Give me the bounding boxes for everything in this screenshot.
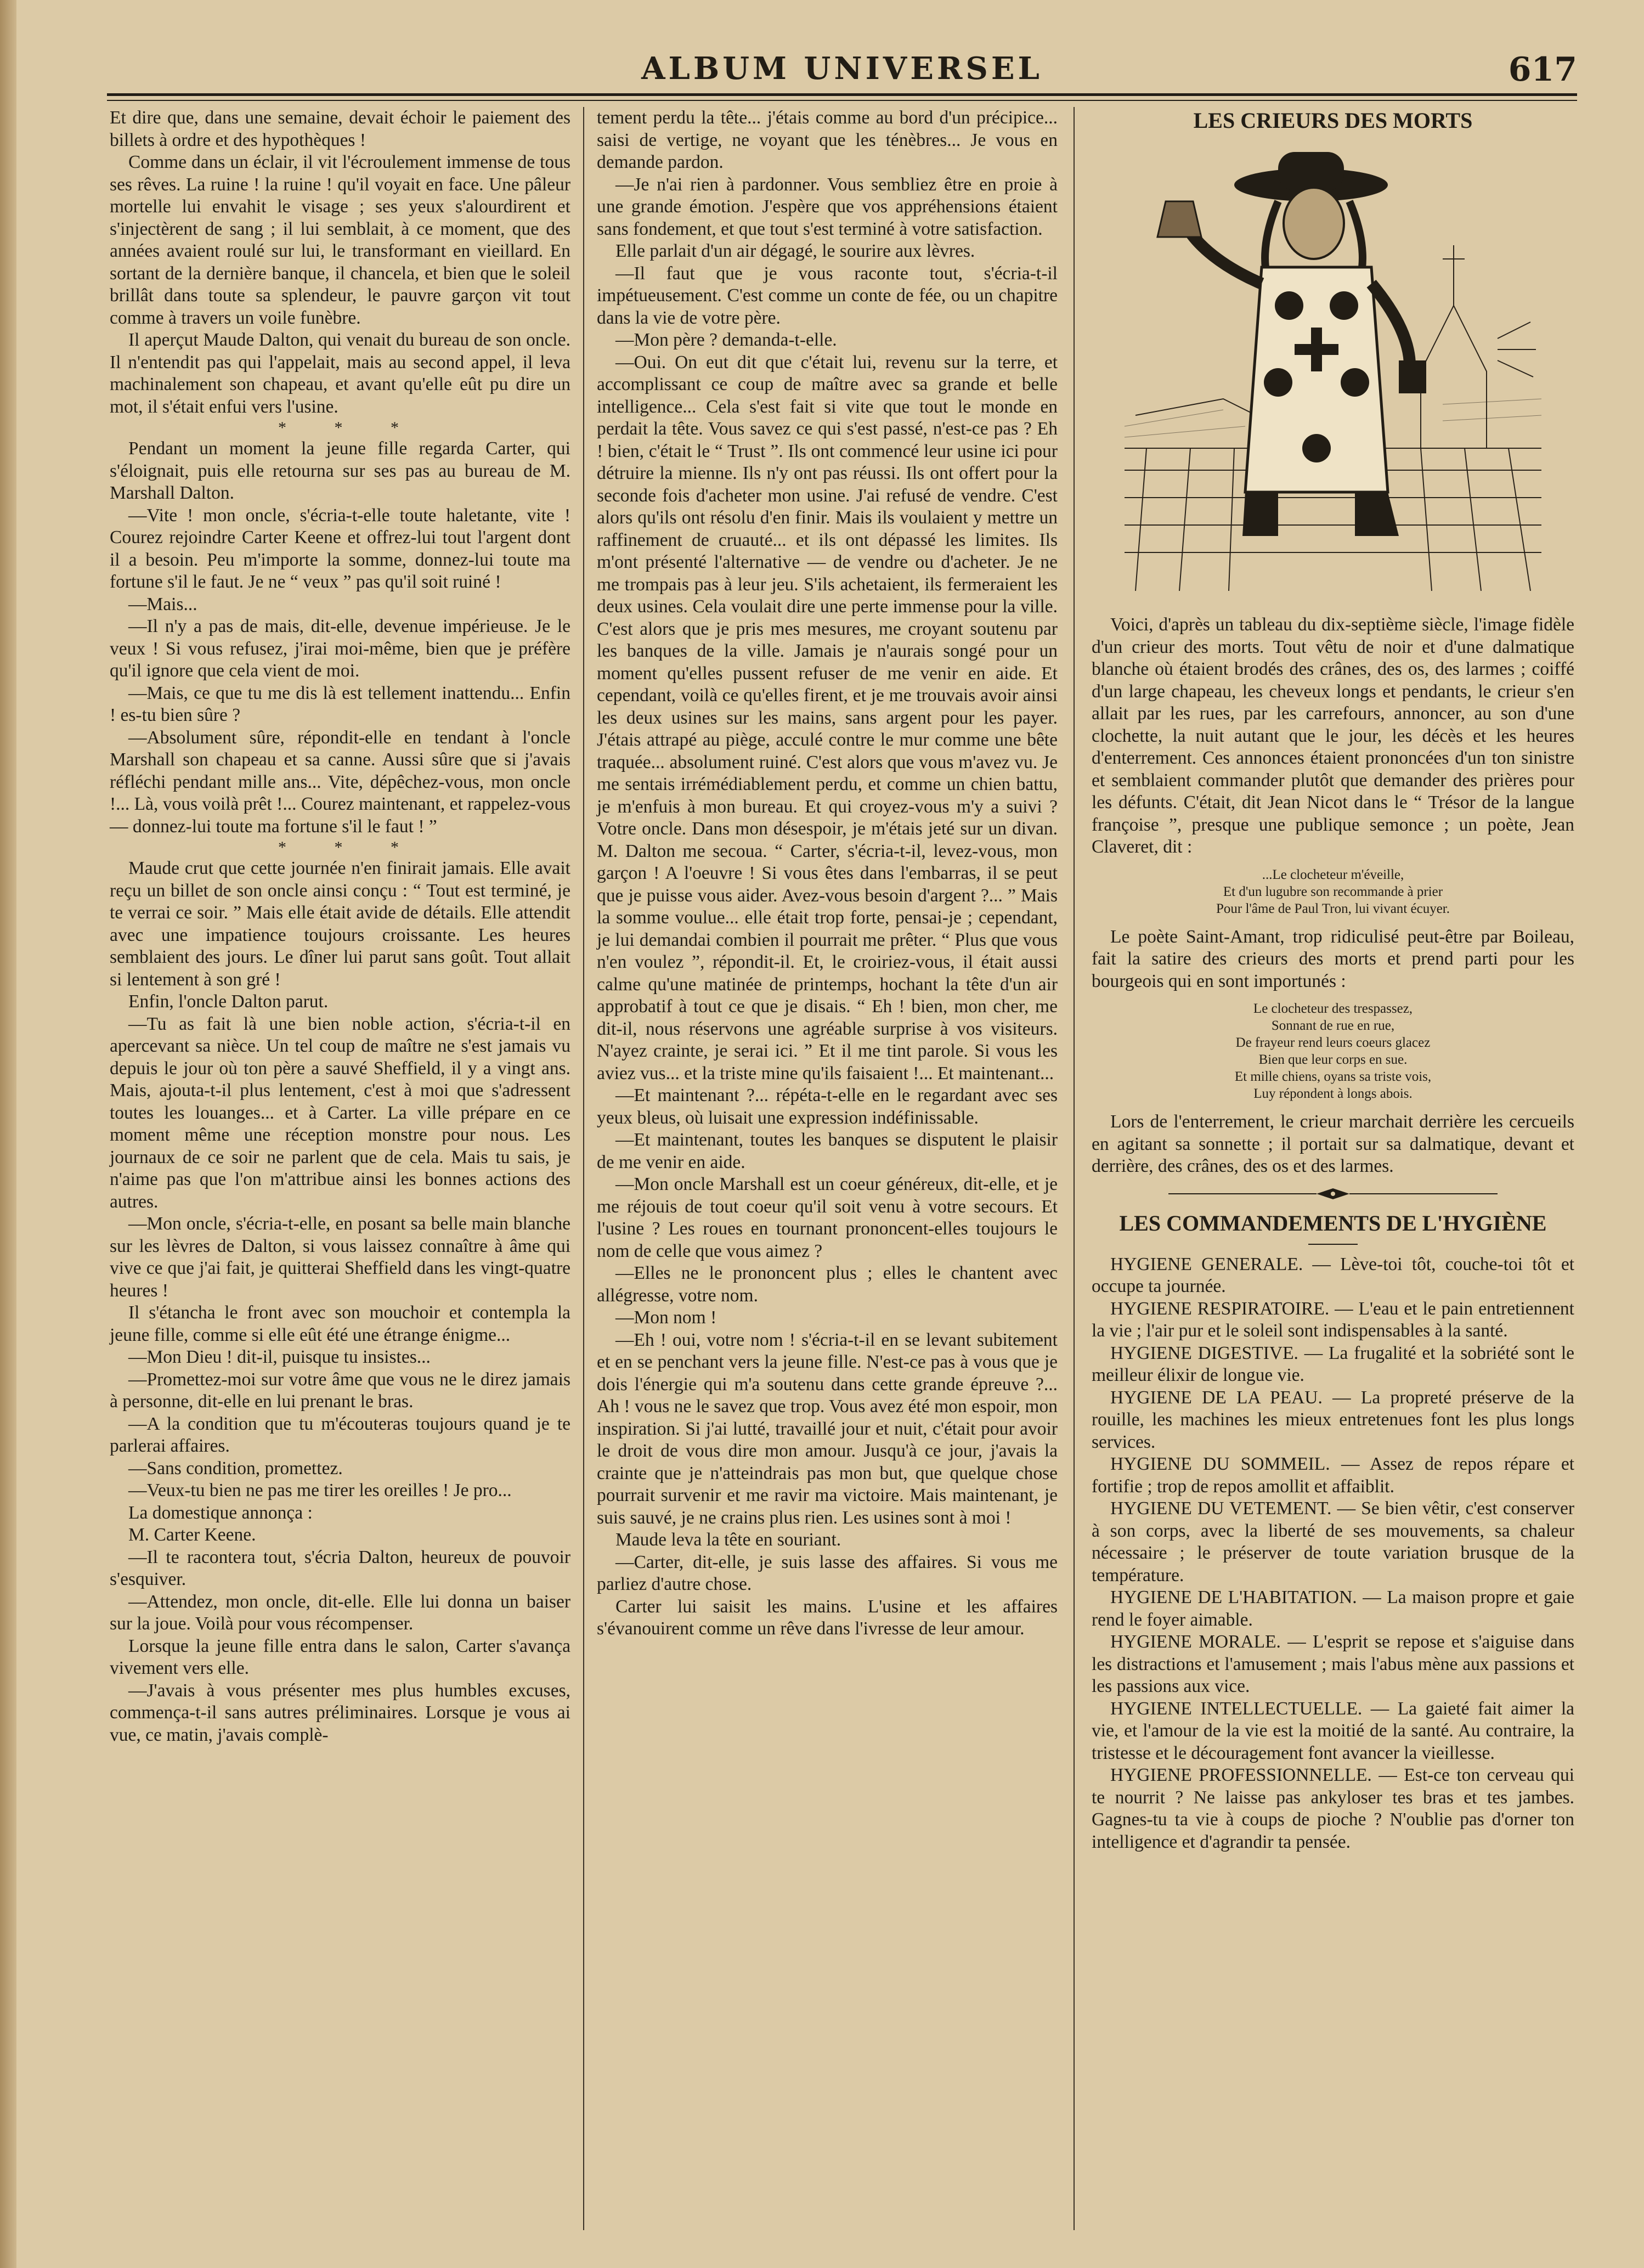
story-paragraph: —Il faut que je vous raconte tout, s'écria-t-il impétueusement. C'est comme un conte de fée, ou un chapitre dans la vie de votre père. <box>597 263 1058 328</box>
story-paragraph: —Mon oncle Marshall est un coeur généreux, dit-elle, et je me réjouis de tout coeur qu'il soit venu à votre secours. Et l'usine ? Les roues en tournant prononcent-elles toujours le nom de celle que vous aimez ? <box>597 1174 1058 1261</box>
hygiene-commandment <box>1092 1342 1574 1387</box>
hygiene-commandment <box>1092 1453 1574 1498</box>
story-paragraph: —Et maintenant ?... répéta-t-elle en le regardant avec ses yeux bleus, où luisait une expression indéfinissable. <box>597 1085 1058 1128</box>
header-rule <box>107 93 1577 101</box>
title-underline <box>1308 1244 1358 1245</box>
story-column-2 <box>597 107 1058 2236</box>
page-number: 617 <box>1508 50 1577 89</box>
story-paragraph: —Mon nom ! <box>615 1307 717 1328</box>
verse-line: Bien que leur corps en sue. <box>1258 1052 1408 1067</box>
column-divider <box>583 107 584 2230</box>
section-break-stars: * * * <box>278 838 421 856</box>
hygiene-text: — La frugalité et la sobriété sont le meilleur élixir de longue vie. <box>1092 1342 1574 1385</box>
story-paragraph: —Sans condition, promettez. <box>128 1458 343 1479</box>
crieur-engraving-illustration <box>1114 141 1552 602</box>
verse-line: Pour l'âme de Paul Tron, lui vivant écuyer. <box>1216 901 1450 916</box>
hygiene-label: HYGIENE PROFESSIONNELLE. <box>1110 1765 1372 1785</box>
hygiene-title: LES COMMANDEMENTS DE L'HYGIÈNE <box>1119 1210 1547 1235</box>
verse-line: De frayeur rend leurs coeurs glacez <box>1235 1035 1431 1050</box>
hygiene-commandment <box>1092 1698 1574 1765</box>
verse-line: Et d'un lugubre son recommande à prier <box>1223 884 1443 899</box>
story-paragraph: —Tu as fait là une bien noble action, s'écria-t-il en apercevant sa nièce. Un tel coup de maître ne s'est jamais vu depuis le jour où ton père a sauvé Sheffield, il y a vingt ans. Mais, ajouta-t-il plus lentement, c'est à moi que s'adressent toutes les louanges... et à Carter. La ville prépare en ce moment même une réception monstre pour nous. Les journaux de ce soir ne parlent que de cela. Mais tu sais, je n'aime pas que l'on m'attribue ainsi les bonnes actions des autres. <box>110 1013 570 1212</box>
story-paragraph: —Attendez, mon oncle, dit-elle. Elle lui donna un baiser sur la joue. Voilà pour vous récompenser. <box>110 1591 570 1634</box>
verse-line: Luy répondent à longs abois. <box>1253 1086 1413 1101</box>
hygiene-label: HYGIENE DU VETEMENT. <box>1110 1498 1332 1519</box>
crieurs-title: LES CRIEURS DES MORTS <box>1193 108 1473 133</box>
hygiene-text: — L'eau et le pain entretiennent la vie ; l'air pur et le soleil sont indispensables à la santé. <box>1092 1298 1574 1341</box>
hygiene-commandment <box>1092 1764 1574 1853</box>
crieurs-paragraph: Voici, d'après un tableau du dix-septième siècle, l'image fidèle d'un crieur des morts. Tout vêtu de noir et d'une dalmatique blanche où étaient brodés des crânes, des os, des larmes ; coiffé d'un large chapeau, les cheveux longs et pendants, le crieur s'en allait par les rues, par les carrefours, annoncer, au son d'une clochette, la nuit autant que le jour, les décès et les heures d'enterrement. Ces annonces étaient prononcées d'un ton sinistre et semblaient commander plutôt que demander des prières pour les défunts. C'était, dit Jean Nicot dans le “ Trésor de la langue françoise ”, presque une publique semonce ; un poète, Jean Claveret, dit : <box>1092 614 1574 857</box>
hygiene-label: HYGIENE GENERALE. <box>1110 1254 1303 1274</box>
hygiene-label: HYGIENE DIGESTIVE. <box>1110 1342 1298 1363</box>
story-paragraph: —J'avais à vous présenter mes plus humbles excuses, commença-t-il sans autres préliminaires. Lorsque je vous ai vue, ce matin, j'avais complè- <box>110 1680 570 1745</box>
story-paragraph: Maude leva la tête en souriant. <box>615 1530 841 1550</box>
hygiene-label: HYGIENE INTELLECTUELLE. <box>1110 1698 1363 1719</box>
hygiene-text: — L'esprit se repose et s'aiguise dans les distractions et l'amusement ; mais l'abus mène aux passions et les passions aux vice. <box>1092 1632 1575 1696</box>
story-paragraph: —Il n'y a pas de mais, dit-elle, devenue impérieuse. Je le veux ! Si vous refusez, j'irai moi-même, bien que je préfère qu'il ignore que cela vient de moi. <box>110 616 570 681</box>
story-paragraph: —Mais... <box>128 594 197 614</box>
story-paragraph: Pendant un moment la jeune fille regarda Carter, qui s'éloignait, puis elle retourna sur ses pas au bureau de M. Marshall Dalton. <box>110 438 570 503</box>
story-paragraph: —Promettez-moi sur votre âme que vous ne le direz jamais à personne, dit-elle en lui prenant le bras. <box>110 1369 570 1412</box>
verse-line: Et mille chiens, oyans sa triste vois, <box>1234 1069 1432 1084</box>
story-paragraph: —Elles ne le prononcent plus ; elles le chantent avec allégresse, votre nom. <box>597 1263 1058 1306</box>
page-binding-edge <box>0 0 16 2268</box>
hygiene-commandment <box>1092 1298 1574 1342</box>
story-paragraph: —Mon oncle, s'écria-t-elle, en posant sa belle main blanche sur les lèvres de Dalton, si vous laissez connaître à âme qui vive ce que j'ai fait, je quitterai Sheffield dans les vingt-quatre heures ! <box>110 1214 570 1301</box>
crieurs-paragraph: Le poète Saint-Amant, trop ridiculisé peut-être par Boileau, fait la satire des crieurs des morts et prend parti pour les bourgeois qui en sont importunés : <box>1092 926 1574 991</box>
hygiene-label: HYGIENE MORALE. <box>1110 1632 1281 1652</box>
hygiene-text: — La maison propre et gaie rend le foyer aimable. <box>1092 1587 1574 1630</box>
story-paragraph: —Et maintenant, toutes les banques se disputent le plaisir de me venir en aide. <box>597 1130 1058 1172</box>
story-paragraph: —Eh ! oui, votre nom ! s'écria-t-il en se levant subitement et en se penchant vers la jeune fille. N'est-ce pas à vous que je dois l'énergie qui m'a soutenu dans cette grande épreuve ?... Ah ! vous ne le savez que trop. Vous avez été mon espoir, mon inspiration. Si j'ai lutté, travaillé jour et nuit, c'était pour avoir le droit de vous dire mon amour. Jusqu'à ce jour, j'avais la crainte que je n'atteindrais pas mon but, que quelque chose pourrait survenir et me ravir ma victoire. Mais maintenant, je suis sauvé, je ne crains plus rien. Les usines sont à moi ! <box>597 1329 1058 1528</box>
story-paragraph: Il s'étancha le front avec son mouchoir et contempla la jeune fille, comme si elle eût été une étrange énigme... <box>110 1302 570 1345</box>
hygiene-text: — La propreté préserve de la rouille, les machines les mieux entretenues font les plus longs services. <box>1092 1387 1575 1452</box>
hygiene-commandment <box>1092 1631 1574 1698</box>
story-column-1 <box>110 107 570 2236</box>
story-paragraph: tement perdu la tête... j'étais comme au bord d'un précipice... saisi de vertige, ne voyant que les ténèbres... Je vous en demande pardon. <box>597 108 1058 172</box>
story-paragraph: —Mais, ce que tu me dis là est tellement inattendu... Enfin ! es-tu bien sûre ? <box>110 682 570 725</box>
story-paragraph: Comme dans un éclair, il vit l'écroulement immense de tous ses rêves. La ruine ! la ruine ! qu'il voyait en face. Une pâleur mortelle lui envahit le visage ; ses yeux s'alourdirent et s'injectèrent de sang ; il lui semblait, à ce moment, que des années avaient roulé sur lui, le transformant en vieillard. En sortant de la dernière banque, il chancela, et bien que le soleil brillât dans toute sa splendeur, le pauvre garçon vit tout comme à travers un voile funèbre. <box>110 152 570 328</box>
story-paragraph: —Mon père ? demanda-t-elle. <box>615 330 837 350</box>
verse-line: ...Le clocheteur m'éveille, <box>1262 867 1404 882</box>
story-paragraph: Lorsque la jeune fille entra dans le salon, Carter s'avança vivement vers elle. <box>110 1635 570 1678</box>
story-paragraph: —Veux-tu bien ne pas me tirer les oreilles ! Je pro... <box>128 1480 512 1500</box>
column-divider <box>1074 107 1075 2230</box>
story-paragraph: —Absolument sûre, répondit-elle en tendant à l'oncle Marshall son chapeau et sa canne. Aussi sûre que si j'avais réfléchi pendant mille ans... Vite, dépêchez-vous, mon oncle !... Là, vous voilà prêt !... Courez maintenant, et rappelez-vous — donnez-lui toute ma fortune s'il le faut ! ” <box>110 727 571 837</box>
story-paragraph: Et dire que, dans une semaine, devait échoir le paiement des billets à ordre et des hypothèques ! <box>110 108 570 150</box>
story-paragraph: —Il te racontera tout, s'écria Dalton, heureux de pouvoir s'esquiver. <box>110 1547 570 1589</box>
verse-saint-amant <box>1092 1000 1574 1102</box>
verse-claveret <box>1092 866 1574 917</box>
story-paragraph: Maude crut que cette journée n'en finirait jamais. Elle avait reçu un billet de son oncle ainsi conçu : “ Tout est terminé, je te verrai ce soir. ” Mais elle était avide de détails. Elle attendit avec une impatience toujours croissante. Les heures semblaient des jours. Le dîner lui parut sans goût. Tout allait si lentement à son gré ! <box>110 858 570 990</box>
hygiene-label: HYGIENE RESPIRATOIRE. <box>1110 1298 1330 1319</box>
story-paragraph: M. Carter Keene. <box>128 1525 256 1545</box>
hygiene-text: — Est-ce ton cerveau qui te nourrit ? Ne laisse pas ankyloser tes bras et tes jambes. Gagnes-tu ta vie à coups de pioche ? N'oublie pas d'orner ton intelligence et d'agrandir ta pensée. <box>1092 1765 1574 1852</box>
masthead: ALBUM UNIVERSEL <box>641 50 1043 87</box>
hygiene-label: HYGIENE DE LA PEAU. <box>1110 1387 1323 1408</box>
story-paragraph: —Oui. On eut dit que c'était lui, revenu sur la terre, et accomplissant ce coup de maître avec sa grande et belle intelligence... Cela s'est fait si vite que tout le monde en perdait la tête. Vous savez ce qui s'est passé, n'est-ce pas ? Eh ! bien, c'était le “ Trust ”. Ils ont commencé leur usine ici pour détruire la mienne. Ils n'y ont pas réussi. Ils ont offert pour la seconde fois d'acheter mon usine. J'ai refusé de vendre. C'est alors qu'ils ont résolu d'en finir. Mais ils voulaient y mettre un raffinement de cruauté... et ils ont dépassé les limites. Ils m'ont présenté l'alternative — de vendre ou d'acheter. Je ne me trompais pas à leur jeu. S'ils achetaient, ils fermeraient les deux usines. Cela voulait dire une perte immense pour la ville. C'est alors que je pris mes mesures, me croyant soutenu par les banques de la ville. Jamais je n'aurais songé pour un moment qu'elles pussent refuser de me venir en aide. Et cependant, voilà ce qu'elles firent, et je me trouvais avoir ainsi les deux usines sur les mains, sans argent pour les payer. J'étais attrapé au piège, acculé contre le mur comme une bête traquée... absolument ruiné. C'est alors que vous m'avez vu. Je me sentais irrémédiablement perdu, et comme un chien battu, je m'enfuis à mon bureau. Et qui croyez-vous m'y a suivi ? Votre oncle. Dans mon désespoir, je m'étais jeté sur un divan. M. Dalton me secoua. “ Carter, s'écria-t-il, levez-vous, mon garçon ! A l'oeuvre ! Si vous êtes dans l'embarras, il se peut que je puisse vous aider. Avez-vous besoin d'argent ?... ” Mais la somme voulue... elle était trop forte, pensai-je ; cependant, je lui demandai combien il pourrait me prêter. “ Plus que vous n'en voulez ”, répondit-il. Et, le croiriez-vous, il était aussi calme qu'une matinée de printemps, hochant la tête d'un air approbatif à tout ce que je disais. “ Eh ! bien, mon cher, me dit-il, nous réservons une agréable surprise à vos visiteurs. N'ayez crainte, je serai ici. ” Et il me tint parole. Si vous les aviez vus... et la triste mine qu'ils faisaient !... Et maintenant... <box>597 352 1058 1084</box>
verse-line: Sonnant de rue en rue, <box>1271 1018 1395 1033</box>
hygiene-text: — La gaieté fait aimer la vie, et l'amour de la vie est la moitié de la santé. Au contraire, la tristesse et le découragement font avancer la vieillesse. <box>1092 1698 1574 1763</box>
ornamental-divider <box>1152 1186 1514 1202</box>
story-paragraph: Elle parlait d'un air dégagé, le sourire aux lèvres. <box>615 241 975 261</box>
hygiene-commandment <box>1092 1498 1574 1587</box>
story-paragraph: Il aperçut Maude Dalton, qui venait du bureau de son oncle. Il n'entendit pas qui l'appelait, mais au second appel, il leva machinalement son chapeau, et avant qu'elle eût pu dire un mot, il s'était enfui vers l'usine. <box>110 330 570 417</box>
hygiene-text: — Assez de repos répare et fortifie ; trop de repos amollit et affaiblit. <box>1092 1454 1575 1497</box>
verse-line: Le clocheteur des trespassez, <box>1253 1001 1413 1016</box>
story-paragraph: Enfin, l'oncle Dalton parut. <box>128 991 329 1012</box>
story-paragraph: —Vite ! mon oncle, s'écria-t-elle toute haletante, vite ! Courez rejoindre Carter Keene et offrez-lui tout l'argent dont il a besoin. Peu m'importe la somme, donnez-lui toute ma fortune s'il le faut. Je ne “ veux ” pas qu'il soit ruiné ! <box>110 505 570 592</box>
hygiene-label: HYGIENE DE L'HABITATION. <box>1110 1587 1357 1607</box>
hygiene-commandment <box>1092 1387 1574 1454</box>
hygiene-commandment <box>1092 1587 1574 1631</box>
story-paragraph: La domestique annonça : <box>128 1502 313 1523</box>
story-paragraph: —Mon Dieu ! dit-il, puisque tu insistes... <box>128 1347 431 1367</box>
hygiene-commandment <box>1092 1254 1574 1298</box>
hygiene-label: HYGIENE DU SOMMEIL. <box>1110 1454 1330 1474</box>
hygiene-list <box>1092 1254 1574 1854</box>
hygiene-text: — Se bien vêtir, c'est conserver à son corps, avec la liberté de ses mouvements, sa chaleur nécessaire ; le préserver de toute variation brusque de la température. <box>1092 1498 1574 1586</box>
story-paragraph: Carter lui saisit les mains. L'usine et les affaires s'évanouirent comme un rêve dans l'ivresse de leur amour. <box>597 1596 1058 1639</box>
story-paragraph: —Carter, dit-elle, je suis lasse des affaires. Si vous me parliez d'autre chose. <box>597 1552 1058 1594</box>
section-break-stars: * * * <box>278 419 421 437</box>
story-paragraph: —A la condition que tu m'écouteras toujours quand je te parlerai affaires. <box>110 1413 570 1456</box>
story-paragraph: —Je n'ai rien à pardonner. Vous sembliez être en proie à une grande émotion. J'espère que vos appréhensions étaient sans fondement, et que tout s'est terminé à votre satisfaction. <box>597 174 1058 239</box>
crieurs-paragraph: Lors de l'enterrement, le crieur marchait derrière les cercueils en agitant sa sonnette ; il portait sur sa dalmatique, devant et derrière, des crânes, des os et des larmes. <box>1092 1112 1574 1176</box>
page-header <box>107 50 1577 94</box>
hygiene-text: — Lève-toi tôt, couche-toi tôt et occupe ta journée. <box>1092 1254 1574 1296</box>
sidebar-column <box>1092 107 1574 2236</box>
